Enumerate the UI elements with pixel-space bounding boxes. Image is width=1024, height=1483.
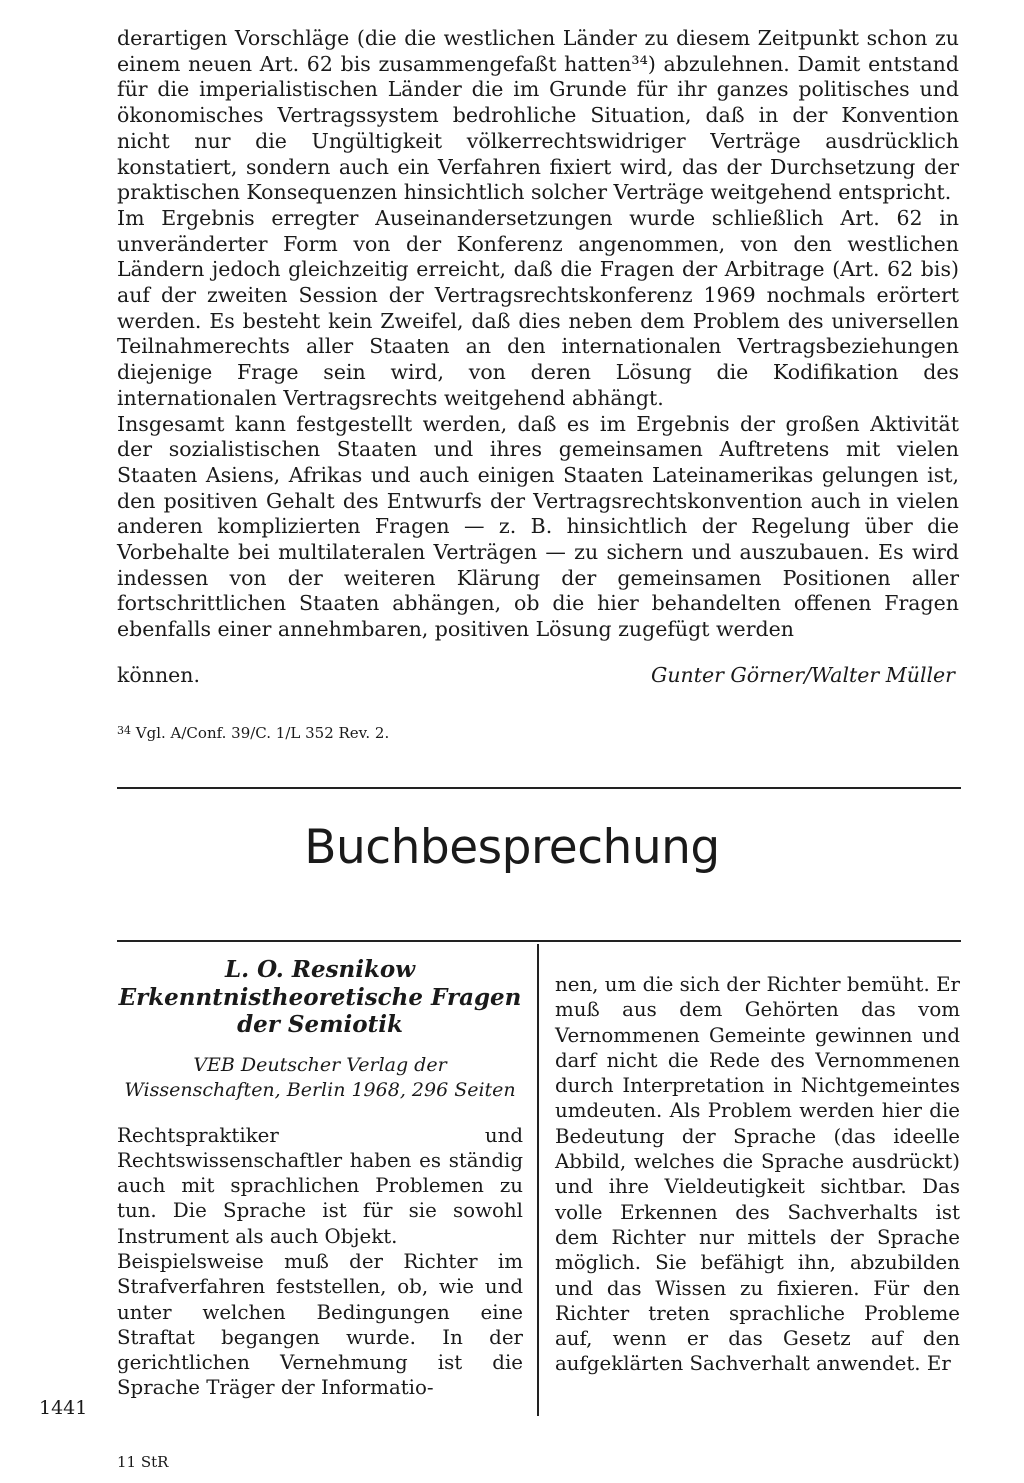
printer-signature-mark: 11 StR [117, 1453, 169, 1471]
section-rule-top [117, 787, 961, 789]
review-publisher: VEB Deutscher Verlag der Wissenschaften, Berlin 1968, 296 Seiten [124, 1053, 516, 1101]
review-book-title-line1: Erkenntnistheoretische Fragen [118, 983, 522, 1011]
footnote-number: 34 [117, 724, 131, 737]
article-authors: Gunter Görner/Walter Müller [650, 663, 955, 687]
review-left-body [117, 1123, 523, 1401]
article-paragraph-1: derartigen Vorschläge (die die westlichen Länder zu diesem Zeitpunkt schon zu einem neuen Art. 62 bis zusammengefaßt hatten³⁴) abzulehnen. Damit entstand für die imperialistischen Länder die im Grunde für ihr ganzes politisches und ökonomisches Vertragssystem bedrohliche Situation, daß in der Konvention nicht nur die Ungültigkeit völkerrechtswidriger Verträge ausdrücklich konstatiert, sondern auch ein Verfahren fixiert wird, das der Durchsetzung der praktischen Konsequenzen hinsichtlich solcher Verträge weitgehend entspricht. [117, 26, 959, 205]
review-right-text: nen, um die sich der Richter bemüht. Er muß aus dem Gehörten das vom Vernommenen Gemeinte gewinnen und darf nicht die Rede des Vernommenen durch Interpretation in Nichtgemeintes umdeuten. Als Problem werden hier die Bedeutung der Sprache (das ideelle Abbild, welches die Sprache ausdrückt) und ihre Vieldeutigkeit sichtbar. Das volle Erkennen des Sachverhalts ist dem Richter nur mittels der Sprache möglich. Sie befähigt ihn, abzubilden und das Wissen zu fixieren. Für den Richter treten sprachliche Probleme auf, wenn er das Gesetz auf den aufgeklärten Sachverhalt anwendet. Er [555, 973, 960, 1376]
review-paragraph-1: Rechtspraktiker und Rechtswissenschaftler haben es ständig auch mit sprachlichen Problemen zu tun. Die Sprache ist für sie sowohl Instrument als auch Objekt. [117, 1123, 523, 1248]
article-last-word: können. [117, 663, 201, 687]
footnote-text: Vgl. A/Conf. 39/C. 1/L 352 Rev. 2. [135, 724, 390, 742]
review-book-author: L. O. Resnikow [224, 956, 416, 983]
article-paragraph-3: Insgesamt kann festgestellt werden, daß es im Ergebnis der großen Aktivität der sozialistischen Staaten und ihres gemeinsamen Auftretens mit vielen Staaten Asiens, Afrikas und auch einigen Staaten Lateinamerikas gelungen ist, den positiven Gehalt des Entwurfs der Vertragsrechtskonvention auch in vielen anderen komplizierten Fragen — z. B. hinsichtlich der Regelung über die Vorbehalte bei multilateralen Verträgen — zu sichern und auszubauen. Es wird indessen von der weiteren Klärung der gemeinsamen Positionen aller fortschrittlichen Staaten abhängen, ob die hier behandelten offenen Fragen ebenfalls einer annehmbaren, positiven Lösung zugefügt werden [117, 411, 959, 642]
review-book-title-line2: der Semiotik [237, 1011, 403, 1038]
article-paragraph-2: Im Ergebnis erregter Auseinandersetzungen wurde schließlich Art. 62 in unveränderter Form von der Konferenz angenommen, von den westlichen Ländern jedoch gleichzeitig erreicht, daß die Fragen der Arbitrage (Art. 62 bis) auf der zweiten Session der Vertragsrechtskonferenz 1969 nochmals erörtert werden. Es besteht kein Zweifel, daß dies neben dem Problem des universellen Teilnahmerechts aller Staaten an den internationalen Vertragsbeziehungen diejenige Frage sein wird, von deren Lösung die Kodifikation des internationalen Vertragsrechts weitgehend abhängt. [117, 205, 959, 410]
review-right-column [555, 972, 960, 1377]
review-left-column [117, 956, 523, 1401]
article-continuation [117, 26, 959, 643]
footnote [117, 722, 389, 742]
column-divider [537, 944, 539, 1416]
section-rule-bottom [117, 940, 961, 942]
page-number: 1441 [39, 1397, 88, 1419]
review-paragraph-2: Beispielsweise muß der Richter im Strafverfahren feststellen, ob, wie und unter welchen Bedingungen eine Straftat begangen wurde. In der gerichtlichen Vernehmung ist die Sprache Träger der Informatio- [117, 1249, 523, 1400]
article-signature-line [117, 663, 959, 689]
section-title: Buchbesprechung [304, 820, 720, 875]
